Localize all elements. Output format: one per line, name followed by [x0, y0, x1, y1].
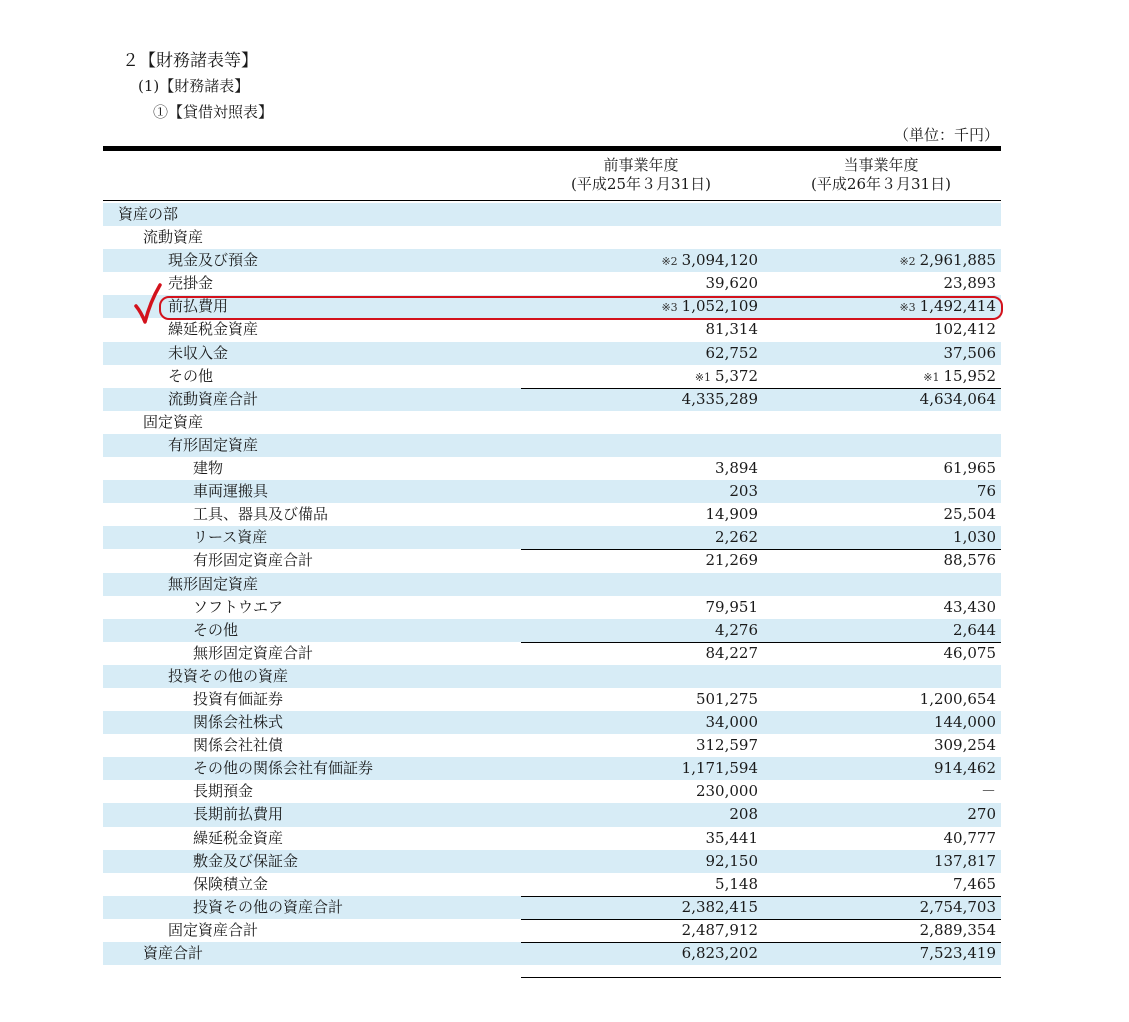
table-row [103, 873, 1001, 896]
row-label: ソフトウエア [193, 597, 284, 616]
row-label: 保険積立金 [193, 874, 269, 893]
table-row [103, 272, 1001, 295]
column-header-previous-date: (平成25年３月31日) [571, 175, 711, 193]
current-year-value [944, 642, 997, 665]
amount: 1,030 [953, 528, 996, 547]
header-rule [103, 200, 1001, 201]
table-row [103, 619, 1001, 642]
table-row [103, 457, 1001, 480]
amount: 309,254 [933, 736, 996, 755]
row-label: 有形固定資産合計 [193, 551, 314, 570]
amount: 5,148 [715, 874, 758, 893]
previous-year-value [706, 596, 759, 619]
amount: － [980, 782, 996, 801]
row-label: 車両運搬具 [193, 482, 269, 501]
table-row [103, 688, 1001, 711]
current-year-value [920, 896, 996, 919]
current-year-value [981, 780, 996, 803]
amount: 230,000 [695, 782, 758, 801]
table-row [103, 226, 1001, 249]
current-year-value [934, 711, 996, 734]
current-year-value [953, 873, 996, 896]
amount: 1,171,594 [681, 759, 758, 778]
table-row [103, 342, 1001, 365]
amount: 37,506 [943, 343, 996, 362]
previous-year-value [715, 526, 758, 549]
row-label: 未収入金 [168, 343, 229, 362]
previous-year-value [682, 388, 758, 411]
row-label: その他の関係会社有価証券 [193, 759, 374, 778]
previous-year-value [696, 780, 758, 803]
previous-year-value [715, 619, 758, 642]
amount: 4,335,289 [681, 389, 758, 408]
amount: 2,644 [953, 620, 996, 639]
footnote-mark: ※1 [923, 370, 940, 384]
current-year-value [934, 850, 996, 873]
row-label: リース資産 [193, 528, 268, 547]
current-year-value [934, 318, 996, 341]
row-label: 売掛金 [168, 274, 214, 293]
table-bottom-rule [521, 977, 1001, 978]
previous-year-value [706, 318, 759, 341]
amount: 208 [729, 805, 758, 824]
column-header-previous-title: 前事業年度 [603, 156, 679, 174]
table-row [103, 665, 1001, 688]
current-year-value [899, 249, 996, 273]
current-year-value [944, 272, 997, 295]
previous-year-value [696, 688, 758, 711]
row-label: 流動資産 [143, 228, 204, 247]
table-row [103, 919, 1001, 942]
table-row [103, 942, 1001, 965]
column-header-current [761, 156, 1001, 194]
section-title: ２【財務諸表等】 [122, 51, 258, 71]
table-row [103, 780, 1001, 803]
amount: 43,430 [943, 597, 996, 616]
amount: 88,576 [943, 551, 996, 570]
amount: 15,952 [943, 366, 996, 385]
amount: 3,094,120 [681, 251, 758, 270]
row-label: 無形固定資産合計 [193, 643, 314, 662]
previous-year-value [682, 757, 758, 780]
amount: 501,275 [695, 689, 758, 708]
amount: 4,634,064 [919, 389, 996, 408]
previous-year-value [706, 642, 759, 665]
table-row [103, 526, 1001, 549]
row-label: 工具、器具及び備品 [193, 505, 329, 524]
previous-year-value [706, 827, 759, 850]
amount: 34,000 [705, 713, 758, 732]
table-row [103, 203, 1001, 226]
amount: 1,052,109 [681, 297, 758, 316]
current-year-value [934, 734, 996, 757]
amount: 62,752 [705, 343, 758, 362]
previous-year-value [715, 457, 758, 480]
table-row [103, 318, 1001, 341]
amount: 2,487,912 [681, 920, 758, 939]
row-label: 資産合計 [143, 944, 204, 962]
footnote-mark: ※2 [899, 255, 916, 269]
table-row [103, 850, 1001, 873]
table-row [103, 803, 1001, 826]
table-row [103, 827, 1001, 850]
column-header-current-title: 当事業年度 [843, 156, 919, 174]
previous-year-value [661, 249, 758, 273]
checkmark-icon [132, 282, 162, 326]
current-year-value [967, 803, 996, 826]
current-year-value [944, 457, 997, 480]
current-year-value [920, 919, 996, 942]
table-row [103, 249, 1001, 272]
previous-year-value [706, 711, 759, 734]
previous-year-value [729, 803, 758, 826]
previous-year-value [682, 896, 758, 919]
row-label: 敷金及び保証金 [193, 851, 299, 870]
table-row [103, 388, 1001, 411]
table-row [103, 573, 1001, 596]
current-year-value [977, 480, 996, 503]
footnote-mark: ※2 [661, 255, 678, 269]
table-row [103, 503, 1001, 526]
row-label: その他 [168, 366, 214, 385]
previous-year-value [729, 480, 758, 503]
previous-year-value [715, 873, 758, 896]
amount: 7,523,419 [919, 944, 996, 962]
current-year-value [920, 942, 996, 965]
row-label: 資産の部 [118, 205, 179, 223]
previous-year-value [682, 919, 758, 942]
current-year-value [920, 388, 996, 411]
amount: 6,823,202 [681, 944, 758, 962]
column-header-current-date: (平成26年３月31日) [811, 175, 951, 193]
footnote-mark: ※3 [661, 301, 678, 315]
table-row [103, 411, 1001, 434]
amount: 2,262 [715, 528, 758, 547]
amount: 270 [967, 805, 996, 824]
amount: 203 [729, 482, 758, 501]
current-year-value [944, 596, 997, 619]
amount: 23,893 [943, 274, 996, 293]
amount: 914,462 [933, 759, 996, 778]
amount: 312,597 [695, 736, 758, 755]
previous-year-value [695, 365, 758, 389]
amount: 102,412 [933, 320, 996, 339]
amount: 14,909 [705, 505, 758, 524]
row-label: 長期預金 [193, 782, 254, 801]
amount: 25,504 [943, 505, 996, 524]
row-label: 関係会社株式 [193, 713, 284, 732]
amount: 144,000 [933, 713, 996, 732]
current-year-value [953, 619, 996, 642]
current-year-value [920, 688, 996, 711]
row-label: 建物 [193, 459, 224, 478]
subsection-title: (1)【財務諸表】 [138, 77, 250, 95]
amount: 1,200,654 [919, 689, 996, 708]
amount: 84,227 [705, 643, 758, 662]
current-year-value [944, 342, 997, 365]
amount: 92,150 [705, 851, 758, 870]
amount: 2,961,885 [919, 251, 996, 270]
previous-year-value [706, 549, 759, 572]
amount: 79,951 [705, 597, 758, 616]
previous-year-value [706, 342, 759, 365]
amount: 2,382,415 [681, 897, 758, 916]
amount: 76 [976, 482, 996, 501]
amount: 1,492,414 [919, 297, 996, 316]
row-label: 長期前払費用 [193, 805, 284, 824]
amount: 4,276 [715, 620, 758, 639]
table-title: ①【貸借対照表】 [153, 103, 274, 121]
table-row [103, 734, 1001, 757]
amount: 21,269 [705, 551, 758, 570]
row-label: 繰延税金資産 [193, 828, 284, 847]
previous-year-value [706, 850, 759, 873]
footnote-mark: ※1 [694, 370, 712, 384]
row-label: 無形固定資産 [168, 574, 259, 593]
table-row [103, 642, 1001, 665]
current-year-value [923, 365, 996, 389]
row-label: 現金及び預金 [168, 251, 259, 270]
table-row [103, 896, 1001, 919]
previous-year-value [696, 734, 758, 757]
table-row [103, 596, 1001, 619]
table-row [103, 480, 1001, 503]
row-label: 繰延税金資産 [168, 320, 259, 339]
row-label: その他 [193, 620, 239, 639]
previous-year-value [706, 503, 759, 526]
row-label: 投資その他の資産合計 [193, 897, 344, 916]
table-row [103, 549, 1001, 572]
current-year-value [944, 549, 997, 572]
unit-label: （単位：千円） [893, 126, 999, 144]
column-header-previous [521, 156, 761, 194]
row-label: 投資有価証券 [193, 689, 284, 708]
amount: 39,620 [705, 274, 758, 293]
current-year-value [934, 757, 996, 780]
table-top-rule [103, 146, 1001, 151]
row-label: 関係会社社債 [193, 736, 284, 755]
amount: 137,817 [933, 851, 996, 870]
amount: 81,314 [705, 320, 758, 339]
current-year-value [944, 503, 997, 526]
row-label: 固定資産 [143, 412, 204, 431]
table-row [103, 711, 1001, 734]
row-label: 前払費用 [168, 297, 229, 316]
table-row [103, 365, 1001, 388]
amount: 61,965 [943, 459, 996, 478]
amount: 35,441 [705, 828, 758, 847]
amount: 2,754,703 [919, 897, 996, 916]
table-row [103, 434, 1001, 457]
amount: 46,075 [943, 643, 996, 662]
row-label: 流動資産合計 [168, 389, 259, 408]
amount: 40,777 [943, 828, 996, 847]
amount: 7,465 [953, 874, 996, 893]
current-year-value [944, 827, 997, 850]
table-row [103, 757, 1001, 780]
previous-year-value [706, 272, 759, 295]
highlight-oval [159, 296, 1003, 320]
current-year-value [953, 526, 996, 549]
previous-year-value [682, 942, 758, 965]
row-label: 投資その他の資産 [168, 666, 289, 685]
amount: 3,894 [715, 459, 758, 478]
footnote-mark: ※3 [899, 301, 916, 315]
amount: 5,372 [715, 366, 758, 385]
amount: 2,889,354 [919, 920, 996, 939]
row-label: 有形固定資産 [168, 435, 259, 454]
row-label: 固定資産合計 [168, 920, 259, 939]
